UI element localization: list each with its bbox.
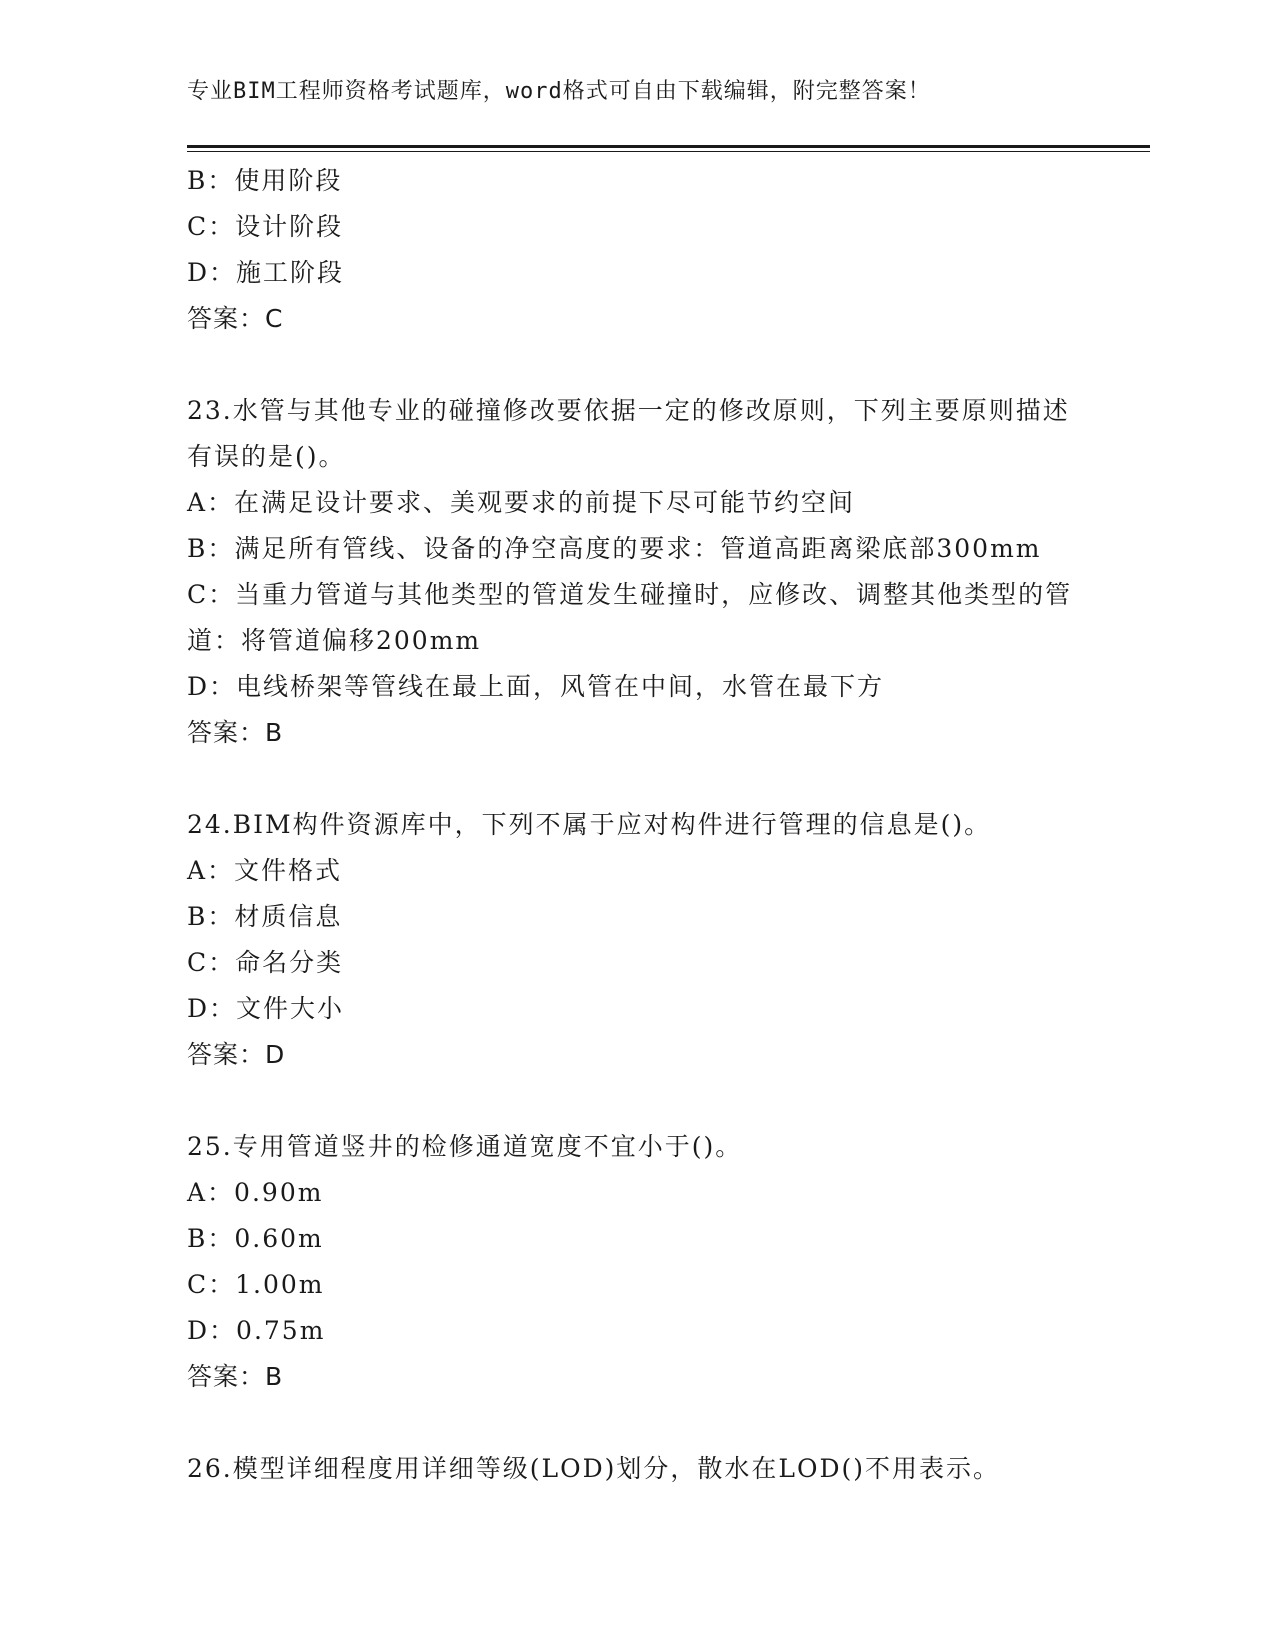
question-stem: 24.BIM构件资源库中，下列不属于应对构件进行管理的信息是()。 [187, 810, 992, 839]
question-stem: 25.专用管道竖井的检修通道宽度不宜小于()。 [187, 1132, 743, 1161]
option-b: B：材质信息 [187, 902, 343, 931]
spacer [187, 342, 1087, 388]
option-d: D：电线桥架等管线在最上面，风管在中间，水管在最下方 [187, 672, 885, 701]
option-d: D：0.75m [187, 1316, 326, 1345]
question-stem: 26.模型详细程度用详细等级(LOD)划分，散水在LOD()不用表示。 [187, 1454, 1001, 1483]
option-b: B：0.60m [187, 1224, 324, 1253]
question-26 [187, 1446, 1087, 1492]
option-a: A：0.90m [187, 1178, 324, 1207]
header-rule-thin [187, 151, 1150, 152]
page-header: 专业BIM工程师资格考试题库，word格式可自由下载编辑，附完整答案！ [187, 79, 931, 104]
answer: 答案：B [187, 1362, 284, 1391]
option-d: D：施工阶段 [187, 258, 345, 287]
option-b: B：满足所有管线、设备的净空高度的要求：管道高距离梁底部300mm [187, 534, 1042, 563]
spacer [187, 1078, 1087, 1124]
spacer [187, 756, 1087, 802]
question-22 [187, 158, 1087, 342]
option-b: B：使用阶段 [187, 166, 343, 195]
answer: 答案：B [187, 718, 284, 747]
answer: 答案：D [187, 1040, 286, 1069]
option-c: C：1.00m [187, 1270, 325, 1299]
option-c: C：命名分类 [187, 948, 344, 977]
question-25 [187, 1124, 1087, 1400]
answer: 答案：C [187, 304, 284, 333]
question-content [187, 158, 1087, 1492]
option-a: A：文件格式 [187, 856, 343, 885]
spacer [187, 1400, 1087, 1446]
question-23 [187, 388, 1087, 756]
option-a: A：在满足设计要求、美观要求的前提下尽可能节约空间 [187, 488, 856, 517]
question-stem: 23.水管与其他专业的碰撞修改要依据一定的修改原则，下列主要原则描述有误的是()。 [187, 396, 1070, 471]
question-24 [187, 802, 1087, 1078]
option-c: C：当重力管道与其他类型的管道发生碰撞时，应修改、调整其他类型的管道：将管道偏移200mm [187, 580, 1073, 655]
option-d: D：文件大小 [187, 994, 345, 1023]
option-c: C：设计阶段 [187, 212, 344, 241]
header-rule-thick [187, 145, 1150, 148]
